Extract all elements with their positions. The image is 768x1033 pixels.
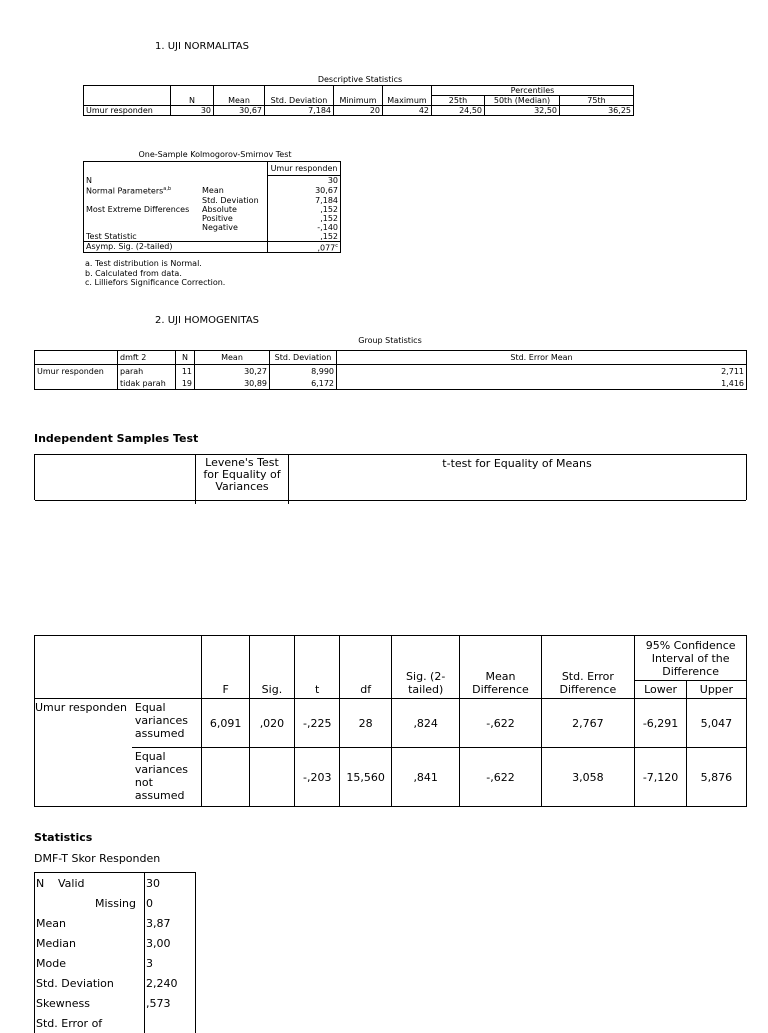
group-row-n: 11 (176, 365, 195, 378)
ks-note: a. Test distribution is Normal. (85, 259, 202, 268)
indep-row-label: Umur responden (35, 699, 132, 807)
ks-row-label: N (86, 175, 92, 185)
indep-cell-f: 6,091 (202, 699, 249, 748)
indep-cell-t: -,203 (295, 748, 340, 807)
ks-row-label (84, 196, 201, 205)
table-row (84, 214, 341, 223)
indep-cell-df: 15,560 (340, 748, 392, 807)
ks-row-value: ,077$^c$ (268, 241, 341, 253)
table-row (35, 748, 747, 807)
ks-caption: One-Sample Kolmogorov-Smirnov Test (138, 150, 292, 159)
table-row: Umur responden 30 30,67 7,184 20 42 24,50 32,50 36,25 (84, 106, 634, 116)
col-min: Minimum (334, 96, 383, 106)
group-row-group: parah (118, 365, 176, 378)
col-sem: Std. Error Mean (337, 351, 747, 365)
indep-cell-sed: 3,058 (541, 748, 635, 807)
indep-cell-md: -,622 (460, 748, 541, 807)
indep-cell-sig2: ,841 (391, 748, 459, 807)
stat-row-value: 3 (145, 953, 196, 973)
stat-row-label: Median (36, 936, 77, 950)
indep-cell-f (202, 748, 249, 807)
ks-note: b. Calculated from data. (85, 268, 182, 278)
table-row (84, 232, 341, 242)
group-row-std: 8,990 (270, 365, 337, 378)
superscript: c (335, 242, 338, 249)
stat-row-value: 30 (145, 873, 196, 894)
ks-row-label: Test Statistic (86, 231, 137, 241)
stat-row-value: ,573 (145, 993, 196, 1013)
col-n: N (171, 96, 214, 106)
stat-row-label: Mode (36, 956, 66, 970)
indep-cell-md: -,622 (460, 699, 541, 748)
ks-notes (85, 259, 225, 288)
percentiles-header: Percentiles (432, 86, 634, 96)
col-n: N (176, 351, 195, 365)
table-row (35, 973, 196, 993)
ks-row-sublabel: Negative (202, 222, 238, 232)
group-row-mean: 30,89 (195, 377, 270, 390)
stat-row-label (35, 893, 58, 913)
indep-row-sublabel: Equal variances not assumed (132, 748, 202, 807)
col-mean: Mean (195, 351, 270, 365)
stat-row-value (145, 1013, 196, 1033)
indep-title: Independent Samples Test (34, 432, 199, 445)
stat-row-label: Std. Error of (36, 1016, 103, 1030)
ks-row-label (84, 223, 201, 232)
group-row-label (35, 377, 118, 390)
ks-row-label: Asymp. Sig. (2-tailed) (84, 241, 201, 253)
group-row-sem: 2,711 (337, 365, 747, 378)
group-row-std: 6,172 (270, 377, 337, 390)
indep-cell-upper: 5,876 (686, 748, 746, 807)
ks-row-sublabel: Std. Deviation (202, 195, 259, 205)
col-std: Std. Deviation (270, 351, 337, 365)
group-row-label: Umur responden (37, 366, 104, 376)
table-row (35, 993, 196, 1013)
table-row (35, 953, 196, 973)
ks-row-value: ,152 (268, 214, 341, 223)
levene-header: Levene's Test for Equality of Variances (195, 455, 289, 504)
statistics-title: Statistics (34, 831, 93, 844)
group-row-sem: 1,416 (337, 377, 747, 390)
ks-col-header: Umur responden (268, 162, 341, 176)
ttest-header: t-test for Equality of Means (442, 457, 592, 470)
ks-row-sublabel: Absolute (202, 204, 237, 214)
table-row (84, 205, 341, 214)
ks-note: c. Lilliefors Significance Correction. (85, 278, 226, 287)
col-std: Std. Deviation (265, 96, 334, 106)
ks-row-sublabel (200, 241, 268, 253)
stat-row-label: Skewness (36, 996, 90, 1010)
indep-cell-df: 28 (340, 699, 392, 748)
col-p25: 25th (432, 96, 485, 106)
stat-row-label: Mean (36, 916, 66, 930)
descriptive-table (83, 85, 634, 116)
group-row-mean: 30,27 (195, 365, 270, 378)
stat-row-label: N (36, 876, 45, 890)
ks-row-value: 7,184 (268, 196, 341, 205)
table-row (35, 893, 196, 913)
col-mean: Mean (214, 96, 265, 106)
stat-row-value: 3,87 (145, 913, 196, 933)
group-row-n: 19 (176, 377, 195, 390)
indep-cell-sed: 2,767 (541, 699, 635, 748)
table-row (35, 1013, 196, 1033)
ks-row-value: ,152 (268, 205, 341, 214)
group-caption: Group Statistics (358, 336, 422, 345)
ks-row-sublabel: Positive (202, 213, 233, 223)
stat-row-sublabel: Valid (58, 876, 85, 890)
stat-row-sublabel: Missing (94, 896, 136, 910)
indep-row-sublabel: Equal variances assumed (132, 699, 202, 748)
section-title-normalitas: 1. UJI NORMALITAS (155, 41, 249, 52)
indep-cell-sig2: ,824 (391, 699, 459, 748)
col-p75: 75th (560, 96, 634, 106)
group-row-group: tidak parah (118, 377, 176, 390)
ks-row-label: Most Extreme Differences (86, 204, 190, 214)
indep-cell-sig (249, 748, 294, 807)
indep-cell-sig: ,020 (249, 699, 294, 748)
ks-row-sublabel (200, 176, 268, 186)
superscript: a,b (163, 186, 172, 192)
ks-row-value: 30,67 (268, 185, 341, 196)
indep-cell-lower: -7,120 (635, 748, 687, 807)
indep-cell-t: -,225 (295, 699, 340, 748)
ks-row-value: -,140 (268, 223, 341, 232)
col-max: Maximum (383, 96, 432, 106)
group-table (34, 350, 747, 390)
table-row (35, 377, 747, 390)
descriptive-caption: Descriptive Statistics (317, 75, 403, 84)
col-p50: 50th (Median) (485, 96, 560, 106)
ks-row-sublabel: Mean (202, 185, 224, 195)
col-dmft: dmft 2 (118, 351, 176, 365)
stat-row-value: 3,00 (145, 933, 196, 953)
table-row (84, 185, 341, 196)
table-row (84, 196, 341, 205)
indep-cell-lower: -6,291 (635, 699, 687, 748)
ks-row-label: Normal Parameters$^{a,b}$ (86, 186, 172, 196)
indep-table: F Sig. t df Sig. (2-tailed) Mean Difference Std. Error Difference 95% Confidence Interval of the Difference Lower Upper Umur responden Equal variances assumed 6,091 ,020 -,225 28 ,824 -,622 2,767 -6,291 5,047 Equal variances not assumed -,203 15,560 ,841 -,622 3,058 -7,120 5,876 (34, 635, 747, 807)
ks-table (83, 161, 341, 253)
table-row (84, 223, 341, 232)
table-row (84, 241, 341, 253)
indep-cell-upper: 5,047 (686, 699, 746, 748)
ks-row-sublabel (200, 232, 268, 242)
table-row (35, 365, 747, 378)
stat-row-value: 2,240 (145, 973, 196, 993)
table-row (84, 176, 341, 186)
table-row (35, 873, 196, 894)
table-row (35, 913, 196, 933)
ks-row-label (84, 214, 201, 223)
stat-row-label: Std. Deviation (36, 976, 114, 990)
ks-row-value: ,152 (268, 232, 341, 242)
ks-row-value: 30 (268, 176, 341, 186)
statistics-subtitle: DMF-T Skor Responden (34, 852, 161, 865)
statistics-table (34, 872, 196, 1033)
table-row (35, 933, 196, 953)
table-row (35, 699, 747, 748)
stat-row-value: 0 (145, 893, 196, 913)
section-title-homogenitas: 2. UJI HOMOGENITAS (155, 315, 260, 326)
indep-header-box (34, 454, 747, 500)
